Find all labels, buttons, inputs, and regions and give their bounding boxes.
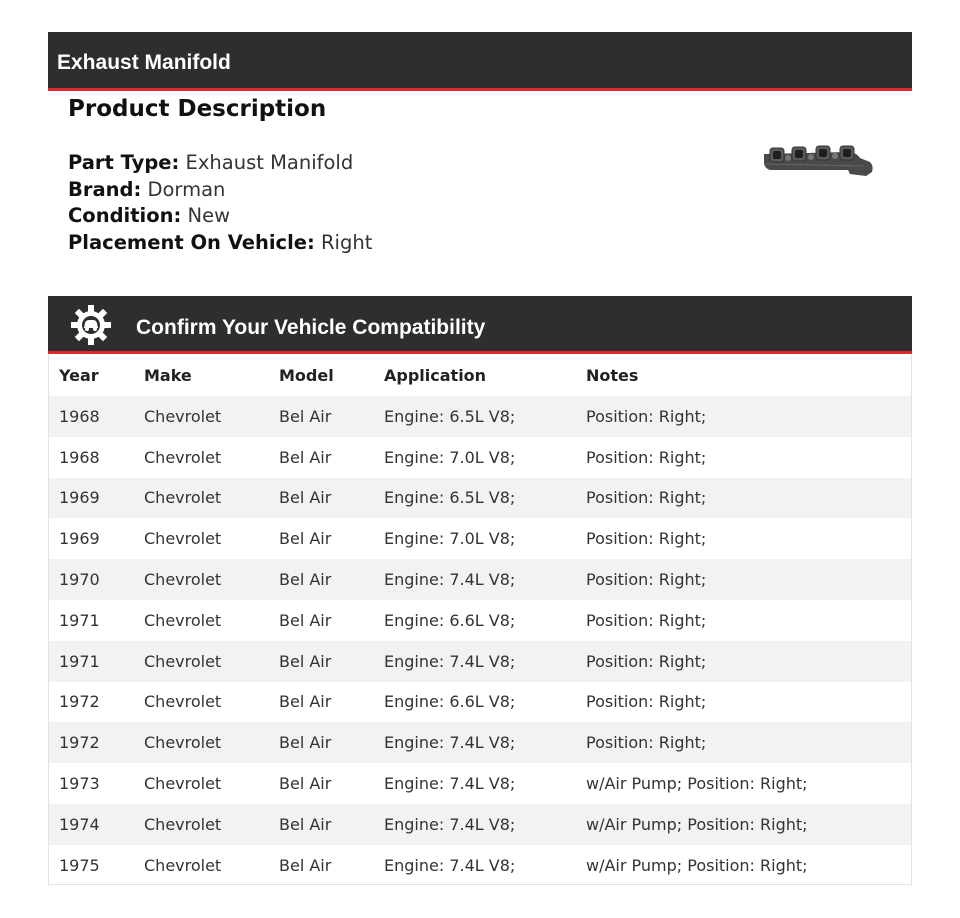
cell-model: Bel Air [279, 774, 332, 794]
cell-application: Engine: 7.4L V8; [384, 651, 516, 671]
cell-application: Engine: 6.6L V8; [384, 692, 516, 712]
cell-application: Engine: 6.5L V8; [384, 488, 516, 508]
column-header-model: Model [279, 365, 334, 385]
cell-year: 1973 [59, 774, 100, 794]
table-row [49, 559, 911, 600]
table-row [49, 478, 911, 519]
column-header-year: Year [59, 365, 99, 385]
table-row [49, 763, 911, 804]
cell-application: Engine: 6.5L V8; [384, 406, 516, 426]
cell-notes: Position: Right; [586, 488, 707, 508]
compatibility-table [48, 354, 912, 885]
table-row [49, 641, 911, 682]
cell-make: Chevrolet [144, 733, 222, 753]
cell-model: Bel Air [279, 733, 332, 753]
spec-value: Right [321, 230, 373, 254]
table-row [49, 845, 911, 886]
table-row [49, 804, 911, 845]
cell-make: Chevrolet [144, 774, 222, 794]
spec-placement [68, 230, 372, 257]
compatibility-bar [48, 296, 912, 354]
table-row [49, 722, 911, 763]
cell-notes: Position: Right; [586, 651, 707, 671]
cell-make: Chevrolet [144, 447, 222, 467]
table-row [49, 518, 911, 559]
spec-label: Part Type: [68, 151, 180, 174]
cell-make: Chevrolet [144, 692, 222, 712]
spec-label: Condition: [68, 204, 182, 227]
page-title: Exhaust Manifold [57, 51, 231, 74]
table-row [49, 682, 911, 723]
cell-application: Engine: 7.4L V8; [384, 814, 516, 834]
cell-model: Bel Air [279, 529, 332, 549]
cell-make: Chevrolet [144, 855, 222, 875]
cell-application: Engine: 6.6L V8; [384, 610, 516, 630]
column-header-make: Make [144, 365, 192, 385]
cell-notes: Position: Right; [586, 570, 707, 590]
cell-notes: Position: Right; [586, 610, 707, 630]
spec-label: Placement On Vehicle: [68, 230, 315, 254]
cell-make: Chevrolet [144, 570, 222, 590]
cell-make: Chevrolet [144, 529, 222, 549]
cell-year: 1971 [59, 651, 100, 671]
cell-application: Engine: 7.0L V8; [384, 447, 516, 467]
cell-year: 1972 [59, 692, 100, 712]
cell-make: Chevrolet [144, 488, 222, 508]
cell-notes: w/Air Pump; Position: Right; [586, 814, 808, 834]
cell-year: 1972 [59, 733, 100, 753]
compatibility-title: Confirm Your Vehicle Compatibility [136, 316, 486, 339]
spec-value: Exhaust Manifold [185, 151, 354, 174]
cell-notes: w/Air Pump; Position: Right; [586, 774, 808, 794]
spec-condition [68, 203, 372, 230]
table-row [49, 437, 911, 478]
column-header-notes: Notes [586, 365, 639, 385]
cell-application: Engine: 7.4L V8; [384, 855, 516, 875]
cell-year: 1969 [59, 488, 100, 508]
spec-list [68, 150, 372, 256]
spec-brand [68, 177, 372, 204]
cell-notes: Position: Right; [586, 733, 707, 753]
product-description-heading: Product Description [68, 96, 327, 122]
cell-notes: w/Air Pump; Position: Right; [586, 855, 808, 875]
cell-year: 1969 [59, 529, 100, 549]
cell-make: Chevrolet [144, 406, 222, 426]
cell-model: Bel Air [279, 488, 332, 508]
cell-year: 1968 [59, 406, 100, 426]
cell-application: Engine: 7.4L V8; [384, 733, 516, 753]
cell-application: Engine: 7.0L V8; [384, 529, 516, 549]
cell-notes: Position: Right; [586, 692, 707, 712]
cell-year: 1970 [59, 570, 100, 590]
column-header-application: Application [384, 365, 487, 385]
cell-model: Bel Air [279, 692, 332, 712]
product-image [760, 140, 876, 186]
cell-year: 1971 [59, 610, 100, 630]
cell-make: Chevrolet [144, 814, 222, 834]
spec-value: Dorman [147, 177, 226, 201]
cell-year: 1975 [59, 855, 100, 875]
cell-model: Bel Air [279, 447, 332, 467]
cell-model: Bel Air [279, 814, 332, 834]
cell-model: Bel Air [279, 610, 332, 630]
cell-notes: Position: Right; [586, 529, 707, 549]
cell-make: Chevrolet [144, 610, 222, 630]
cell-model: Bel Air [279, 406, 332, 426]
cell-make: Chevrolet [144, 651, 222, 671]
cell-application: Engine: 7.4L V8; [384, 774, 516, 794]
table-row [49, 600, 911, 641]
cell-model: Bel Air [279, 570, 332, 590]
gear-car-icon [70, 304, 112, 346]
cell-application: Engine: 7.4L V8; [384, 570, 516, 590]
spec-value: New [187, 204, 231, 227]
header-bar [48, 32, 912, 91]
spec-part-type [68, 150, 372, 177]
cell-year: 1974 [59, 814, 100, 834]
cell-model: Bel Air [279, 651, 332, 671]
cell-notes: Position: Right; [586, 447, 707, 467]
table-row [49, 396, 911, 437]
table-header-row [49, 354, 911, 396]
cell-year: 1968 [59, 447, 100, 467]
spec-label: Brand: [68, 177, 142, 201]
cell-model: Bel Air [279, 855, 332, 875]
cell-notes: Position: Right; [586, 406, 707, 426]
